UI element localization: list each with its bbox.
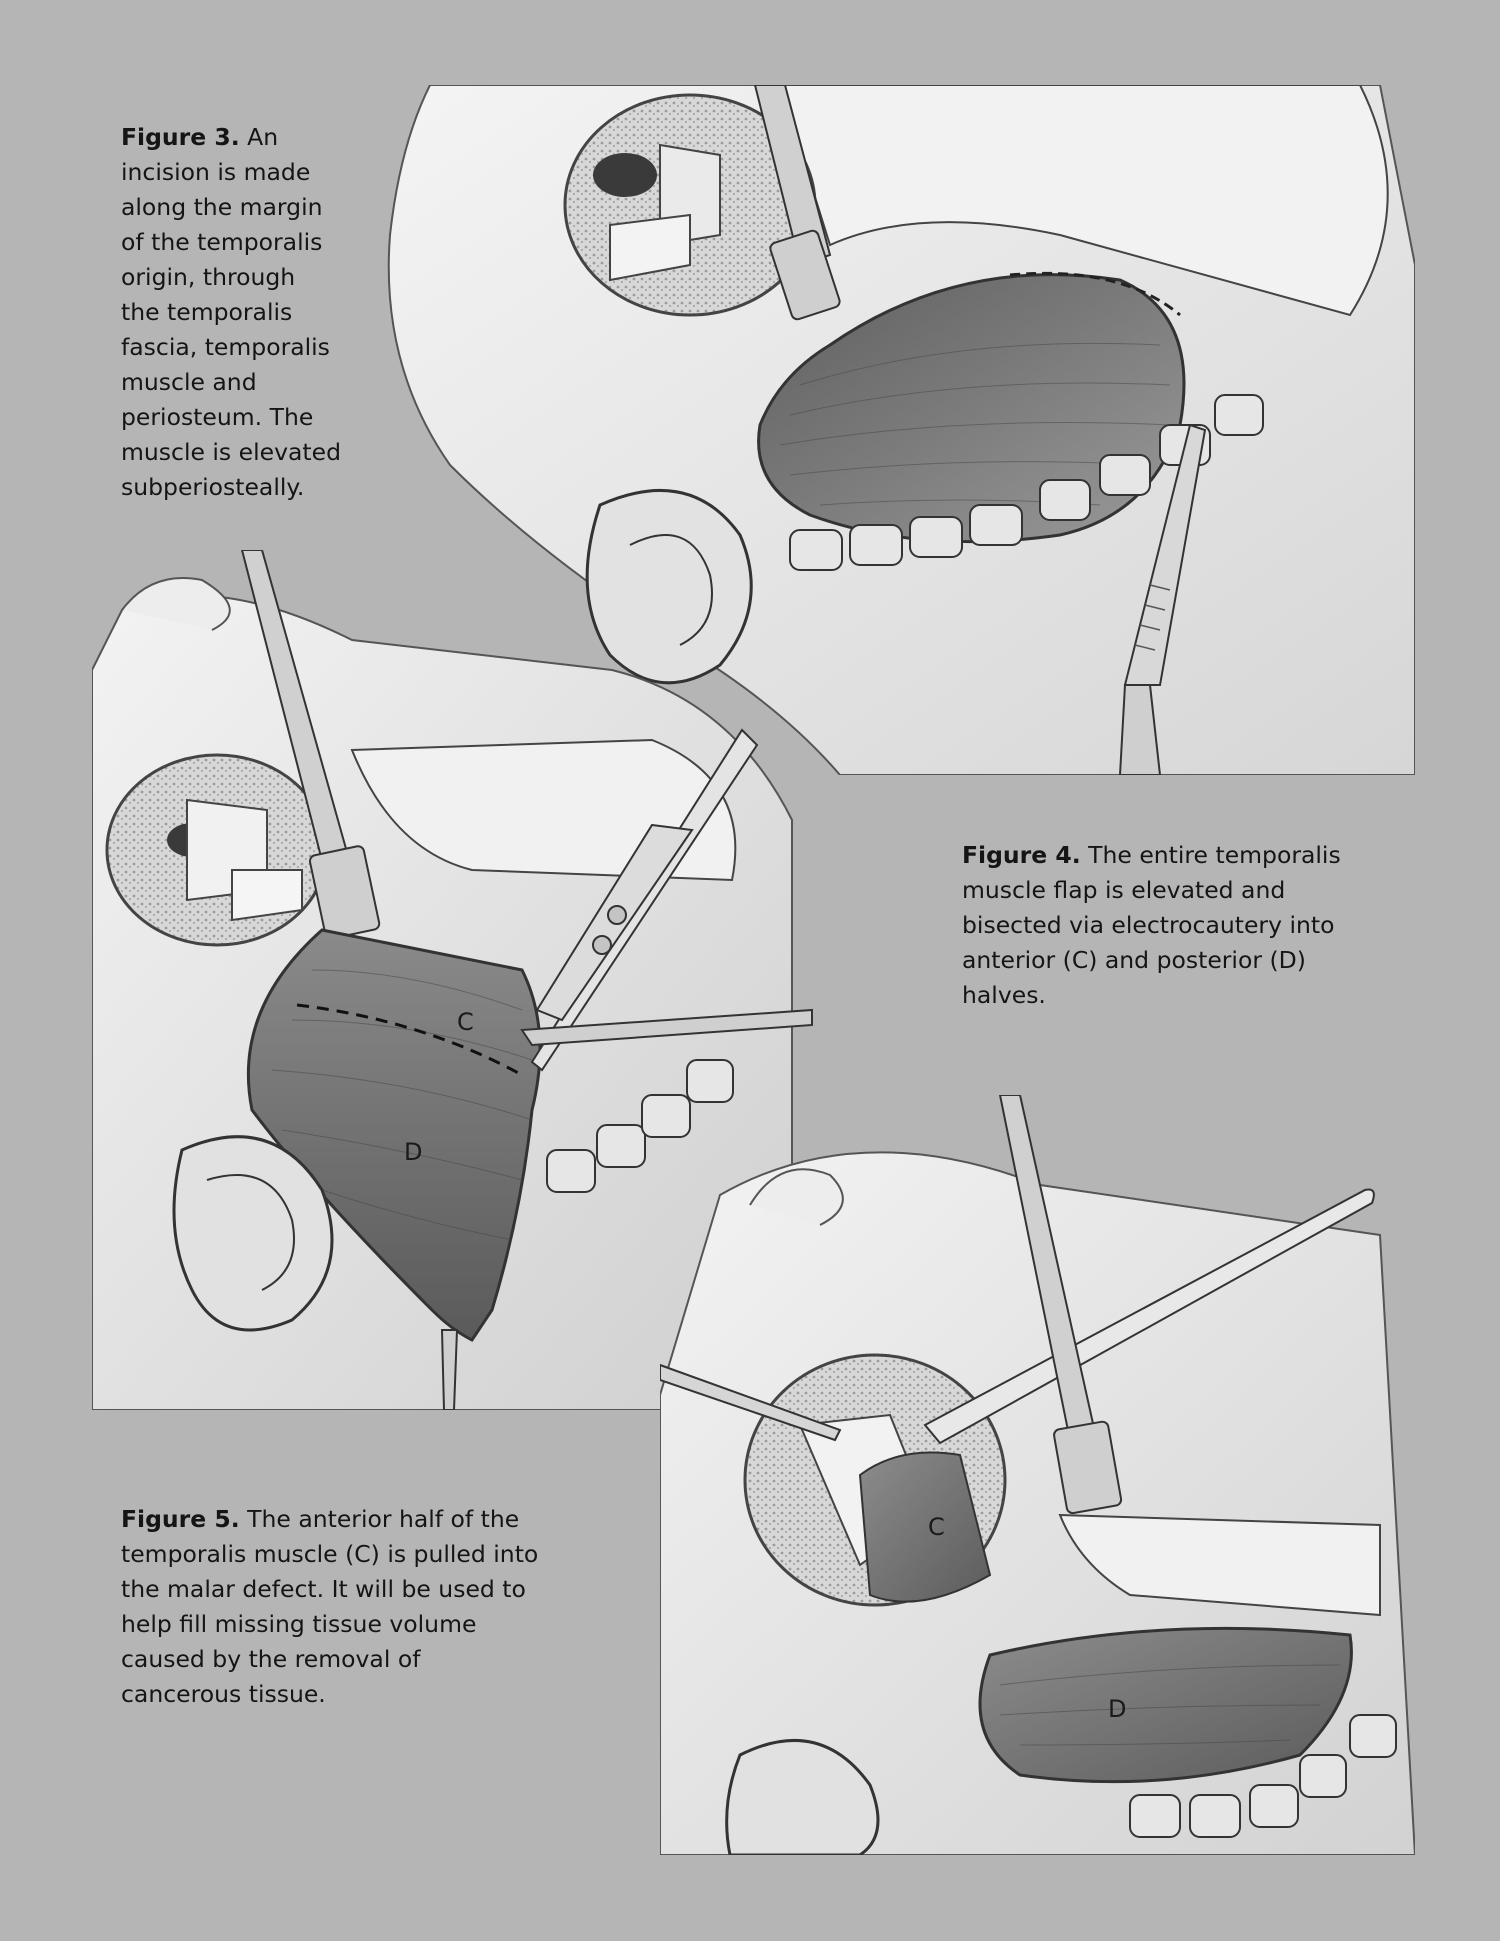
figure-4-line: The entire temporalis (1088, 841, 1341, 869)
figure-3-label: Figure 3. (121, 123, 240, 151)
figure-3-line: muscle and (121, 368, 257, 396)
figure-4-label: Figure 4. (962, 841, 1081, 869)
figure-3-line: fascia, temporalis (121, 333, 330, 361)
figure-4-caption (962, 838, 1382, 1013)
figure-4-line: muscle flap is elevated and (962, 876, 1286, 904)
figure-3-line: subperiosteally. (121, 473, 305, 501)
figure-5-line: caused by the removal of (121, 1645, 421, 1673)
figure-3-line: the temporalis (121, 298, 293, 326)
fig4-label-d: D (404, 1138, 423, 1166)
figure-4-line: anterior (C) and posterior (D) (962, 946, 1306, 974)
figure-3-line: origin, through (121, 263, 296, 291)
figure-4-line: halves. (962, 981, 1046, 1009)
figure-5-label: Figure 5. (121, 1505, 240, 1533)
figure-4-line: bisected via electrocautery into (962, 911, 1335, 939)
figure-5-illustration (660, 1095, 1415, 1855)
figure-5-line: help fill missing tissue volume (121, 1610, 477, 1638)
figure-3-line: of the temporalis (121, 228, 323, 256)
figure-5-line: cancerous tissue. (121, 1680, 326, 1708)
figure-3-line: muscle is elevated (121, 438, 341, 466)
figure-3-line: along the margin (121, 193, 323, 221)
fig4-label-c: C (457, 1008, 474, 1036)
figure-5-line: temporalis muscle (C) is pulled into (121, 1540, 539, 1568)
figure-5-line: the malar defect. It will be used to (121, 1575, 526, 1603)
figure-5-caption (121, 1502, 561, 1712)
fig5-label-d: D (1108, 1695, 1127, 1723)
figure-3-line: An (247, 123, 279, 151)
figure-3-caption (121, 120, 361, 505)
fig5-label-c: C (928, 1513, 945, 1541)
figure-3-line: periosteum. The (121, 403, 314, 431)
figure-3-line: incision is made (121, 158, 311, 186)
figure-5-line: The anterior half of the (247, 1505, 520, 1533)
